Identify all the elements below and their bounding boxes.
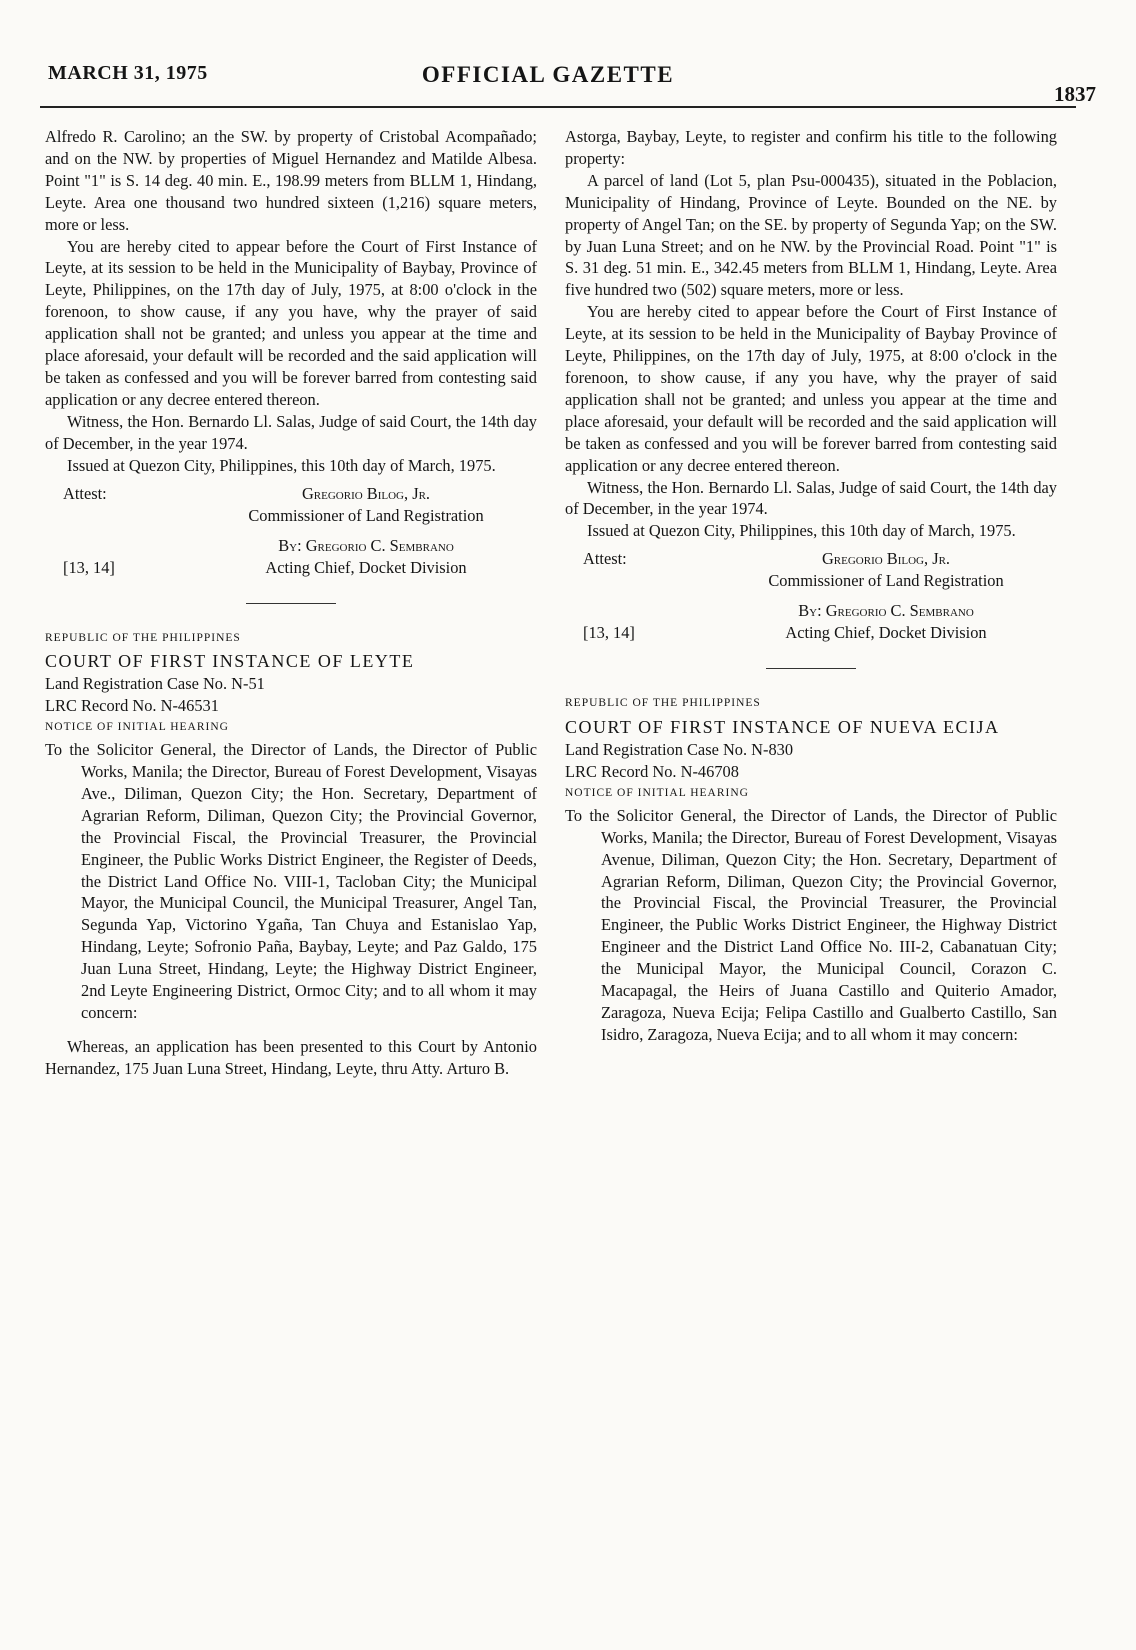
addressees: To the Solicitor General, the Director of Lands, the Director of Public Works, Manila; the Director, Bureau of Forest Development, Visayas Ave., Diliman, Quezon City; the Hon. Secretary, Department of Agrarian Reform, Diliman, Quezon City; the Provincial Governor, the Provincial Fiscal, the Provincial Treasurer, the Provincial Engineer, the Public Works District Engineer, the Register of Deeds, the District Land Office No. VIII-1, Tacloban City; the Municipal Mayor, the Municipal Council, the Municipal Treasurer, Angel Tan, Segunda Yap, Victorino Ygaña, Tan Chuya and Estanislao Yap, Hindang, Leyte; Sofronio Paña, Baybay, Leyte; and Paz Galdo, 175 Juan Luna Street, Hindang, Leyte; the Highway District Engineer, 2nd Leyte Engineering District, Ormoc City; and to all whom it may concern: (45, 740, 537, 1022)
issue-date: MARCH 31, 1975 (48, 62, 208, 84)
masthead (48, 62, 1096, 106)
commissioner-name: Gregorio Bilog, Jr. (821, 549, 951, 569)
left-paragraph-4: Issued at Quezon City, Philippines, this 10th day of March, 1975. (67, 455, 496, 475)
case-number: Land Registration Case No. N-830 (565, 740, 794, 760)
right-paragraph-5: Issued at Quezon City, Philippines, this 10th day of March, 1975. (587, 521, 1016, 541)
commissioner-title: Commissioner of Land Registration (248, 505, 484, 525)
issue-reference: [13, 14] (583, 623, 635, 643)
attest-label: Attest: (583, 549, 627, 569)
republic-heading: REPUBLIC OF THE PHILIPPINES (565, 697, 761, 710)
attest-label: Attest: (63, 483, 107, 503)
section-divider (766, 668, 856, 669)
republic-heading: REPUBLIC OF THE PHILIPPINES (45, 631, 241, 644)
header-rule (40, 106, 1076, 108)
court-heading: COURT OF FIRST INSTANCE OF NUEVA ECIJA (565, 717, 1000, 738)
right-paragraph-3: You are hereby cited to appear before the Court of First Instance of Leyte, at its session to be held in the Municipality of Baybay Province of Leyte, Philippines, on the 17th day of July, 1975, at 8:00 o'clock in the forenoon, to show cause, if any you have, why the prayer of said application shall not be granted; and unless you appear at the time and place aforesaid, your default will be recorded and the said application will be taken as confessed and you will be forever barred from contesting said application or any decree entered thereon. (565, 302, 1057, 475)
right-attestation (565, 548, 1057, 658)
right-column (565, 126, 1057, 1046)
lrc-record-number: LRC Record No. N-46531 (45, 696, 219, 716)
commissioner-name: Gregorio Bilog, Jr. (301, 483, 431, 503)
signatory-name: By: Gregorio C. Sembrano (798, 601, 974, 621)
case-number: Land Registration Case No. N-51 (45, 674, 265, 694)
notice-heading: NOTICE OF INITIAL HEARING (565, 786, 749, 799)
left-column (45, 126, 537, 1080)
court-heading: COURT OF FIRST INSTANCE OF LEYTE (45, 651, 415, 672)
whereas-paragraph: Whereas, an application has been presented to this Court by Antonio Hernandez, 175 Juan Luna Street, Hindang, Leyte, thru Atty. Arturo B. (45, 1036, 537, 1078)
commissioner-title: Commissioner of Land Registration (768, 571, 1004, 591)
left-paragraph-2: You are hereby cited to appear before the Court of First Instance of Leyte, at its session to be held in the Municipality of Baybay, Province of Leyte, Philippines, on the 17th day of July, 1975, at 8:00 o'clock in the forenoon, to show cause, if any you have, why the prayer of said application shall not be granted; and unless you appear at the time and place aforesaid, your default will be recorded and the said application will be taken as confessed and you will be forever barred from contesting said application or any decree entered thereon. (45, 236, 537, 409)
lrc-record-number: LRC Record No. N-46708 (565, 762, 739, 782)
page-number: 1837 (1054, 82, 1096, 106)
signatory-name: By: Gregorio C. Sembrano (278, 535, 454, 555)
right-paragraph-4: Witness, the Hon. Bernardo Ll. Salas, Judge of said Court, the 14th day of December, in the year 1974. (565, 477, 1057, 519)
issue-reference: [13, 14] (63, 557, 115, 577)
right-paragraph-2: A parcel of land (Lot 5, plan Psu-000435), situated in the Poblacion, Municipality of Hindang, Province of Leyte. Bounded on the NE. by property of Angel Tan; on the SE. by property of Segunda Yap; on the SW. by Juan Luna Street; and on he NW. by the Provincial Road. Point "1" is S. 31 deg. 51 min. E., 342.45 meters from BLLM 1, Hindang, Leyte. Area five hundred two (502) square meters, more or less. (565, 170, 1057, 300)
left-paragraph-3: Witness, the Hon. Bernardo Ll. Salas, Judge of said Court, the 14th day of December, in the year 1974. (45, 411, 537, 453)
signatory-title: Acting Chief, Docket Division (265, 557, 467, 577)
left-paragraph-1: Alfredo R. Carolino; an the SW. by property of Cristobal Acompañado; and on the NW. by properties of Miguel Hernandez and Matilde Albesa. Point "1" is S. 14 deg. 40 min. E., 198.99 meters from BLLM 1, Hindang, Leyte. Area one thousand two hundred sixteen (1,216) square meters, more or less. (45, 127, 537, 234)
notice-heading: NOTICE OF INITIAL HEARING (45, 721, 229, 734)
right-paragraph-1: Astorga, Baybay, Leyte, to register and confirm his title to the following property: (565, 127, 1057, 168)
left-attestation (45, 483, 537, 593)
publication-title: OFFICIAL GAZETTE (421, 62, 675, 87)
addressees: To the Solicitor General, the Director of Lands, the Director of Public Works, Manila; the Director, Bureau of Forest Development, Visayas Avenue, Diliman, Quezon City; the Hon. Secretary, Department of Agrarian Reform, Diliman, Quezon City; the Provincial Governor, the Provincial Fiscal, the Provincial Treasurer, the Provincial Engineer, the Public Works District Engineer, the Highway District Engineer and the District Land Office No. III-2, Cabanatuan City; the Municipal Mayor, the Municipal Council, Corazon C. Macapagal, the Heirs of Juana Castillo and Quiterio Amador, Zaragoza, Nueva Ecija; Felipa Castillo and Gualberto Castillo, San Isidro, Zaragoza, Nueva Ecija; and to all whom it may concern: (565, 805, 1057, 1044)
section-divider (246, 603, 336, 604)
signatory-title: Acting Chief, Docket Division (785, 623, 987, 643)
